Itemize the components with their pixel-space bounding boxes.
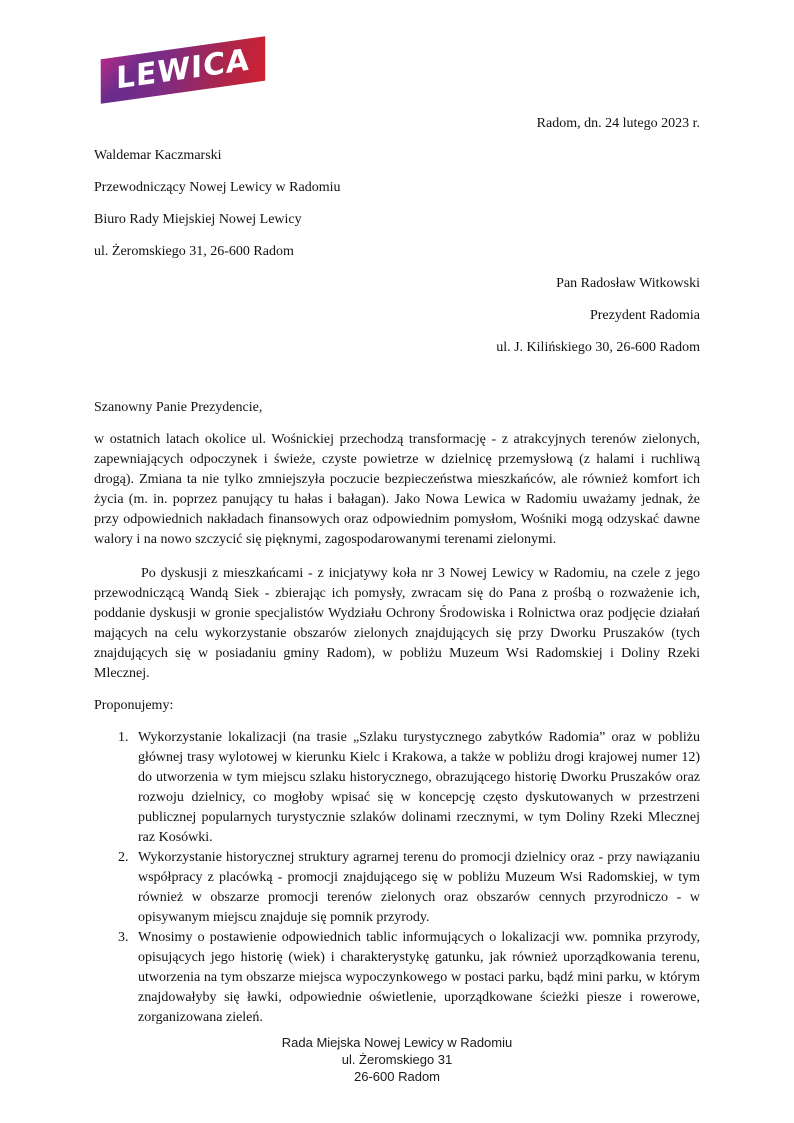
proposals-list <box>94 728 700 1028</box>
footer-city: 26-600 Radom <box>354 1069 440 1084</box>
salutation: Szanowny Panie Prezydencie, <box>94 400 263 415</box>
body-paragraph-1: w ostatnich latach okolice ul. Wośnickiej przechodzą transformację - z atrakcyjnych terenów zielonych, zapewniających odpoczynek i świeże, czyste powietrze w dzielnicę przemysłową (z halami i ruchliwą drogą). Zmiana ta nie tylko zmniejszyła poczucie bezpieczeństwa mieszkańców, ale również komfort ich życia (m. in. poprzez panujący tu hałas i bałagan). Jako Nowa Lewica w Radomiu uważamy jednak, że przy odpowiednich nakładach finansowych oraz odpowiednim pomysłom, Wośniki mogą odzyskać dawne walory i na nowo szczycić się pięknymi, zagospodarowanymi terenami zielonymi. <box>94 432 700 547</box>
proposal-item <box>94 848 700 928</box>
date-line: Radom, dn. 24 lutego 2023 r. <box>536 116 700 131</box>
proposal-number: 2. <box>118 850 129 865</box>
footer-street: ul. Żeromskiego 31 <box>341 1052 453 1067</box>
sender-address: ul. Żeromskiego 31, 26-600 Radom <box>94 244 294 259</box>
proposal-number: 1. <box>118 730 129 745</box>
recipient-name: Pan Radosław Witkowski <box>556 276 700 291</box>
proposal-text: Wykorzystanie lokalizacji (na trasie „Szlaku turystycznego zabytków Radomia” oraz w pobliżu głównej trasy wylotowej w kierunku Kielc i Krakowa, a także w pobliżu drogi krajowej numer 12) do utworzenia w tym miejscu szlaku historycznego, obrazującego historię Dworku Pruszaków oraz rozwoju dzielnicy, co mogłoby wpisać się w koncepcję często dyskutowanych w przestrzeni publicznej popularnych turystycznie szlaków dolinami rzecznymi, w tym Doliny Rzeki Mlecznej raz Kosówki. <box>138 730 700 845</box>
letter-footer <box>94 1034 700 1085</box>
proposals-intro: Proponujemy: <box>94 698 174 713</box>
letter-content <box>0 40 794 1085</box>
sender-name: Waldemar Kaczmarski <box>94 148 222 163</box>
sender-title: Przewodniczący Nowej Lewicy w Radomiu <box>94 180 341 195</box>
recipient-block <box>94 274 700 358</box>
proposal-item <box>94 728 700 848</box>
footer-org: Rada Miejska Nowej Lewicy w Radomiu <box>281 1035 513 1050</box>
sender-block <box>94 146 700 262</box>
lewica-logo-text: LEWICA <box>116 42 250 97</box>
proposal-number: 3. <box>118 930 129 945</box>
proposal-text: Wykorzystanie historycznej struktury agrarnej terenu do promocji dzielnicy oraz - przy nawiązaniu współpracy z placówką - promocji znajdującego się w pobliżu Muzeum Wsi Radomskiej, w tym również w obszarze promocji terenów zielonych oraz obszarów cennych przyrodniczo - w opisywanym miejscu znajduje się pomnik przyrody. <box>138 850 700 925</box>
lewica-logo <box>101 36 265 104</box>
recipient-title: Prezydent Radomia <box>589 308 700 323</box>
proposal-text: Wnosimy o postawienie odpowiednich tablic informujących o lokalizacji ww. pomnika przyrody, opisujących jego historię (wiek) i charakterystykę gatunku, jak również uporządkowania terenu, utworzenia na tym obszarze miejsca wypoczynkowego w postaci parku, bądź mini parku, w którym znajdowałyby się ławki, odpowiednie oświetlenie, uporządkowane ścieżki piesze i rowerowe, zorganizowana zieleń. <box>138 930 700 1025</box>
proposal-item <box>94 928 700 1028</box>
body-paragraph-2: Po dyskusji z mieszkańcami - z inicjatywy koła nr 3 Nowej Lewicy w Radomiu, na czele z jego przewodniczącą Wandą Siek - zbierając ich pomysły, zwracam się do Pana z prośbą o rozważenie ich, poddanie dyskusji w gronie specjalistów Wydziału Ochrony Środowiska i Rolnictwa oraz podjęcie działań mających na celu wykorzystanie obszarów zielonych znajdujących się przy Dworku Pruszaków (tych znajdujących się w posiadaniu gminy Radom), w pobliżu Muzeum Wsi Radomskiej i Doliny Rzeki Mlecznej. <box>94 566 700 681</box>
recipient-address: ul. J. Kilińskiego 30, 26-600 Radom <box>496 340 700 355</box>
logo-container <box>94 40 700 108</box>
sender-office: Biuro Rady Miejskiej Nowej Lewicy <box>94 212 302 227</box>
